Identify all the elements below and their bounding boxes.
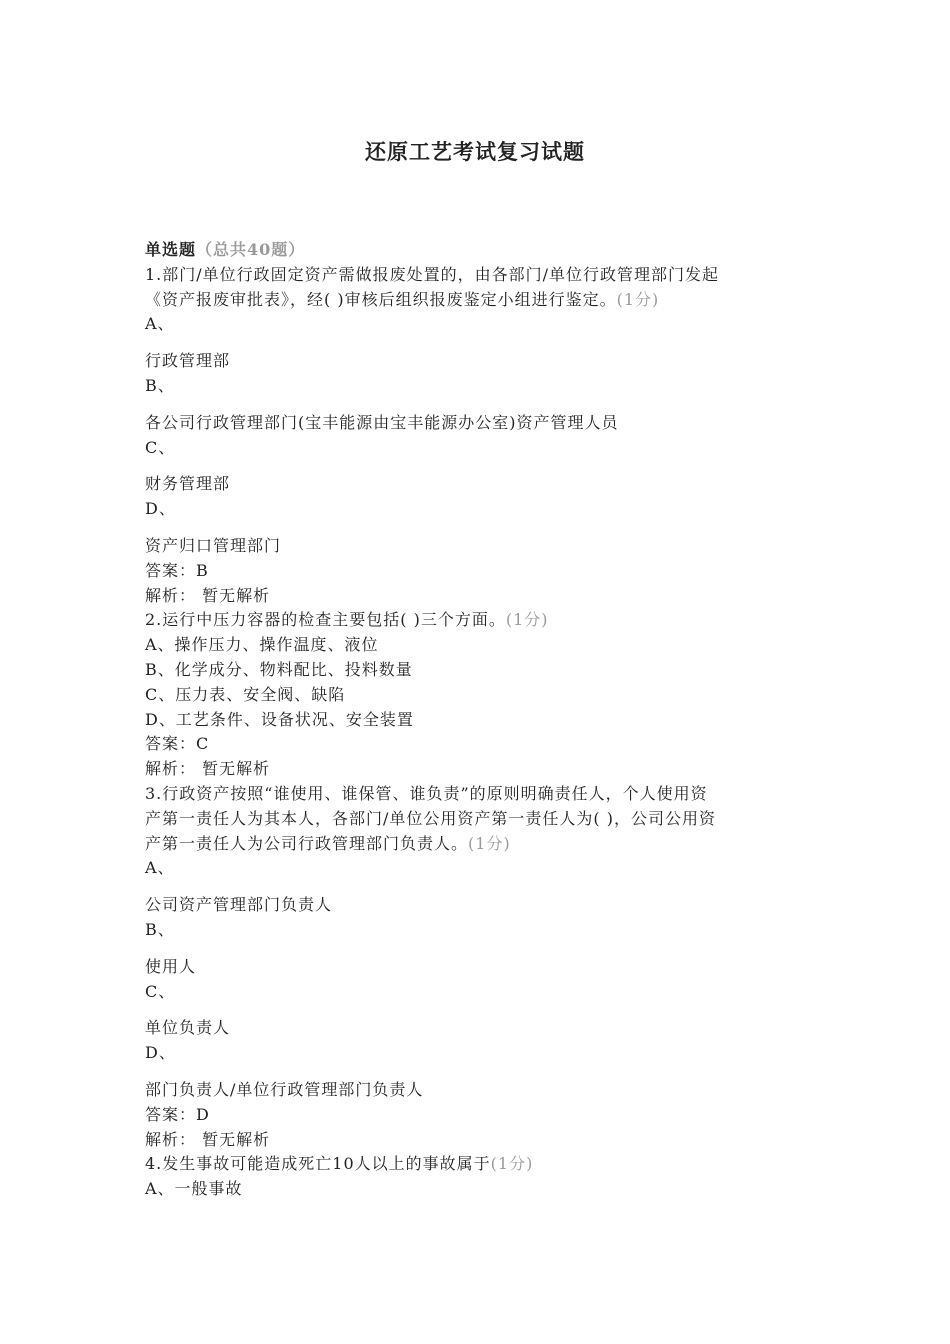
option-b-text: 各公司行政管理部门(宝丰能源由宝丰能源办公室)资产管理人员 — [145, 412, 619, 432]
question-score: (1分) — [490, 1154, 534, 1174]
option-d-label: D、 — [145, 1043, 176, 1063]
analysis: 解析： 暂无解析 — [145, 585, 271, 605]
question-score: (1分) — [468, 833, 511, 853]
option-a-label: A、 — [145, 314, 175, 334]
option-a-text: 公司资产管理部门负责人 — [145, 895, 333, 915]
option-c-label: C、 — [145, 437, 176, 457]
question-stem-cont: 产第一责任人为公司行政管理部门负责人。(1分) — [145, 833, 511, 853]
analysis: 解析： 暂无解析 — [145, 1129, 271, 1149]
option-d-text: 部门负责人/单位行政管理部门负责人 — [145, 1079, 424, 1099]
question-2 — [145, 608, 805, 782]
option-d: D、工艺条件、设备状况、安全装置 — [145, 709, 414, 729]
question-stem-cont: 产第一责任人为其本人，各部门/单位公用资产第一责任人为( )，公司公用资 — [145, 808, 716, 828]
option-d-label: D、 — [145, 499, 176, 519]
question-score: (1分) — [616, 289, 660, 309]
option-b: B、化学成分、物料配比、投料数量 — [145, 659, 413, 679]
option-a: A、一般事故 — [145, 1179, 243, 1199]
option-c-text: 财务管理部 — [145, 474, 231, 494]
question-stem: 3.行政资产按照“谁使用、谁保管、谁负责”的原则明确责任人，个人使用资 — [145, 783, 708, 803]
option-c-label: C、 — [145, 981, 176, 1001]
answer: 答案：B — [145, 560, 209, 580]
option-a-label: A、 — [145, 858, 175, 878]
option-b-label: B、 — [145, 919, 175, 939]
option-a: A、操作压力、操作温度、液位 — [145, 635, 379, 655]
option-b-text: 使用人 — [145, 956, 197, 976]
question-3 — [145, 782, 805, 1152]
question-stem-cont: 《资产报废审批表》，经( )审核后组织报废鉴定小组进行鉴定。(1分) — [145, 289, 660, 309]
option-a-text: 行政管理部 — [145, 351, 231, 371]
question-1 — [145, 263, 805, 609]
option-d-text: 资产归口管理部门 — [145, 535, 282, 555]
question-stem: 2.运行中压力容器的检查主要包括( )三个方面。(1分) — [145, 610, 549, 630]
question-score: (1分) — [505, 610, 549, 630]
page-title: 还原工艺考试复习试题 — [365, 139, 585, 164]
option-b-label: B、 — [145, 375, 175, 395]
section-count: （总共40题） — [196, 240, 306, 259]
answer: 答案：C — [145, 734, 210, 754]
section-label: 单选题 — [145, 240, 197, 259]
question-list — [145, 238, 805, 1202]
answer: 答案：D — [145, 1104, 210, 1124]
section-header — [145, 238, 805, 263]
question-stem: 4.发生事故可能造成死亡10人以上的事故属于(1分) — [145, 1154, 534, 1174]
option-c-text: 单位负责人 — [145, 1018, 231, 1038]
question-stem: 1.部门/单位行政固定资产需做报废处置的，由各部门/单位行政管理部门发起 — [145, 264, 720, 284]
question-4 — [145, 1152, 805, 1202]
option-c: C、压力表、安全阀、缺陷 — [145, 684, 346, 704]
analysis: 解析： 暂无解析 — [145, 759, 271, 779]
